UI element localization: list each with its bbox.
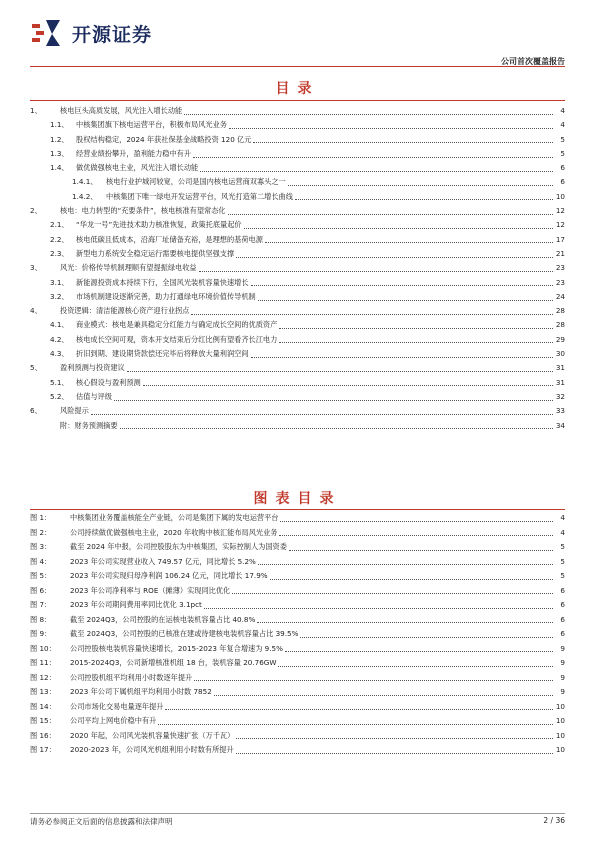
- entry-text: 商业模式：核电是兼具稳定分红能力与确定成长空间的优质资产: [76, 320, 278, 330]
- figure-list-title: 图表目录: [253, 491, 342, 507]
- entry-text: 核电低碳且低成本，沿海厂址储备充裕，是理想的基荷电源: [76, 234, 263, 244]
- entry-label: [50, 276, 249, 290]
- dot-leader: [295, 199, 553, 200]
- toc-entry[interactable]: [30, 333, 565, 347]
- dot-leader: [193, 157, 553, 158]
- figure-entry[interactable]: [30, 671, 565, 686]
- dot-leader: [91, 414, 553, 415]
- figure-entry[interactable]: [30, 685, 565, 700]
- entry-number: 图 9：: [30, 629, 52, 638]
- toc-entry[interactable]: [30, 247, 565, 261]
- toc-entry[interactable]: [30, 390, 565, 404]
- entry-page-number: 30: [555, 349, 565, 359]
- entry-number: 图 11：: [30, 658, 56, 667]
- dot-leader: [285, 651, 553, 652]
- entry-number: 2.3、: [50, 248, 69, 258]
- table-of-contents: [30, 104, 565, 433]
- entry-page-number: 5: [560, 556, 565, 566]
- toc-entry[interactable]: [30, 161, 565, 175]
- entry-label: [30, 569, 268, 584]
- entry-number: 图 4：: [30, 556, 52, 566]
- dot-leader: [280, 521, 553, 522]
- entry-label: [30, 613, 255, 628]
- entry-text: 公司持续做优做强核电主业，2020 年收购中核汇能布局风光业务: [70, 527, 278, 537]
- entry-page-number: 32: [555, 391, 565, 401]
- toc-title-divider: [30, 100, 565, 101]
- entry-text: “华龙一号”先进技术助力核准恢复，政策托底量起价: [76, 220, 242, 230]
- entry-label: [50, 218, 242, 232]
- entry-label: [30, 714, 156, 729]
- figure-entry[interactable]: [30, 700, 565, 715]
- figure-entry[interactable]: [30, 584, 565, 599]
- entry-number: 4.1、: [50, 320, 69, 330]
- entry-page-number: 28: [555, 320, 565, 330]
- entry-label: [30, 598, 202, 613]
- dot-leader: [279, 342, 553, 343]
- entry-text: 投资逻辑：清洁能源核心资产迎行业拐点: [60, 306, 190, 316]
- entry-page-number: 34: [555, 420, 565, 430]
- entry-number: 4、: [30, 306, 42, 316]
- entry-text: 市场机制建设逐渐完善，助力打通绿电环境价值传导机制: [76, 291, 256, 301]
- entry-number: 图 7：: [30, 600, 52, 609]
- entry-number: 1.4、: [50, 163, 69, 173]
- dot-leader: [244, 228, 553, 229]
- entry-page-number: 10: [555, 745, 565, 754]
- entry-number: 图 13：: [30, 687, 56, 696]
- figure-entry[interactable]: [30, 540, 565, 555]
- entry-number: 图 3：: [30, 542, 52, 551]
- figure-entry[interactable]: [30, 656, 565, 671]
- entry-label: [30, 642, 283, 657]
- toc-entry[interactable]: [30, 361, 565, 375]
- entry-text: 2015-2024Q3，公司新增核准机组 18 台，装机容量 20.76GW: [70, 658, 277, 667]
- figure-entry[interactable]: [30, 555, 565, 570]
- dot-leader: [228, 214, 553, 215]
- entry-label: [30, 685, 212, 700]
- entry-page-number: 4: [560, 106, 565, 115]
- dot-leader: [236, 257, 553, 258]
- entry-page-number: 10: [555, 701, 565, 711]
- entry-text: 2023 年公司下属机组平均利用小时数 7852: [70, 687, 212, 696]
- entry-label: [50, 333, 277, 347]
- entry-page-number: 4: [560, 527, 565, 537]
- entry-text: 新型电力系统安全稳定运行需要核电提供坚强支撑: [76, 248, 235, 258]
- entry-page-number: 17: [555, 234, 565, 244]
- figure-entry[interactable]: [30, 743, 565, 758]
- entry-text: 2020-2023 年，公司风光机组利用小时数有所提升: [70, 745, 234, 754]
- toc-entry[interactable]: [30, 376, 565, 390]
- dot-leader: [194, 680, 553, 681]
- figure-entry[interactable]: [30, 569, 565, 584]
- toc-entry[interactable]: [30, 419, 565, 433]
- entry-label: [50, 390, 112, 404]
- toc-entry[interactable]: [30, 133, 565, 147]
- entry-page-number: 4: [560, 120, 565, 130]
- entry-page-number: 6: [560, 600, 565, 609]
- entry-text: 核电：电力转型的“充要条件”，核电核准有望常态化: [60, 206, 226, 216]
- entry-number: 6、: [30, 406, 42, 416]
- entry-text: 经营业绩扮攀升，盈利能力稳中有升: [76, 148, 192, 158]
- entry-number: 5.2、: [50, 391, 69, 401]
- entry-label: [50, 247, 234, 261]
- entry-number: 5、: [30, 363, 42, 373]
- toc-title: 目录: [275, 81, 320, 97]
- entry-page-number: 21: [555, 248, 565, 258]
- entry-number: 1、: [30, 106, 42, 115]
- figure-list: [30, 511, 565, 758]
- entry-label: [30, 540, 287, 555]
- entry-label: [30, 700, 163, 715]
- dot-leader: [127, 371, 553, 372]
- dot-leader: [200, 171, 553, 172]
- entry-number: 图 6：: [30, 585, 52, 595]
- entry-page-number: 6: [560, 177, 565, 187]
- entry-page-number: 6: [560, 585, 565, 595]
- dot-leader: [120, 428, 553, 429]
- entry-page-number: 6: [560, 614, 565, 624]
- entry-page-number: 5: [560, 571, 565, 580]
- dot-leader: [278, 666, 553, 667]
- entry-label: [50, 133, 251, 147]
- dot-leader: [258, 564, 553, 565]
- entry-text: 公司控股核电装机容量快速增长，2015-2023 年复合增速为 9.5%: [70, 643, 283, 653]
- toc-entry[interactable]: [30, 233, 565, 247]
- entry-number: 图 2：: [30, 527, 52, 537]
- entry-text: 核心假设与盈利预测: [76, 377, 141, 387]
- entry-number: 2.2、: [50, 234, 69, 244]
- entry-page-number: 29: [555, 334, 565, 344]
- entry-label: [30, 104, 182, 118]
- footer-disclaimer: 请务必参阅正文后面的信息披露和法律声明: [30, 817, 173, 826]
- entry-label: [72, 175, 286, 189]
- entry-number: 图 10：: [30, 643, 56, 653]
- page-indicator: 2 / 36: [543, 816, 565, 825]
- entry-page-number: 5: [560, 542, 565, 551]
- entry-page-number: 23: [555, 263, 565, 273]
- entry-text: 折旧到期、建设期贷款偿还完毕后将释放大量利润空间: [76, 349, 249, 359]
- dot-leader: [236, 738, 553, 739]
- toc-entry[interactable]: [30, 290, 565, 304]
- entry-number: 图 16：: [30, 730, 56, 740]
- dot-leader: [204, 608, 553, 609]
- entry-label: [50, 147, 191, 161]
- entry-text: 2023 年公司实现归母净利润 106.24 亿元，同比增长 17.9%: [70, 571, 268, 580]
- entry-page-number: 31: [555, 363, 565, 373]
- dot-leader: [270, 579, 553, 580]
- entry-text: 中核集团下唯一绿电开发运营平台，风光打造第二增长曲线: [106, 191, 293, 201]
- dot-leader: [279, 535, 553, 536]
- dot-leader: [253, 142, 553, 143]
- entry-label: [30, 584, 230, 599]
- entry-text: 核电巨头高质发展，风光注入增长动能: [60, 106, 183, 115]
- entry-label: [50, 118, 227, 132]
- entry-number: 1.4.1、: [72, 177, 98, 187]
- entry-number: 图 1：: [30, 513, 52, 522]
- figure-entry[interactable]: [30, 729, 565, 744]
- entry-number: 1.2、: [50, 134, 69, 144]
- toc-entry[interactable]: [30, 261, 565, 275]
- dot-leader: [236, 753, 553, 754]
- entry-page-number: 6: [560, 629, 565, 638]
- entry-text: 截至 2024 年中报，公司控股股东为中核集团，实际控制人为国资委: [70, 542, 287, 551]
- entry-page-number: 5: [560, 148, 565, 158]
- entry-text: 2020 年起，公司风光装机容量快速扩张（万千瓦）: [70, 730, 235, 740]
- entry-label: [50, 376, 141, 390]
- company-logo: [30, 18, 152, 48]
- entry-page-number: 10: [555, 730, 565, 740]
- entry-number: 1.4.2、: [72, 191, 98, 201]
- dot-leader: [265, 242, 553, 243]
- entry-label: [72, 190, 293, 204]
- entry-label: [30, 656, 276, 671]
- toc-entry[interactable]: [30, 118, 565, 132]
- figure-list-title-divider: [30, 509, 565, 510]
- entry-label: [30, 555, 256, 570]
- entry-label: [50, 318, 277, 332]
- entry-label: [30, 419, 118, 433]
- entry-number: 图 8：: [30, 614, 52, 624]
- entry-text: 核电行业护城河较宽，公司是国内核电运营商双寡头之一: [106, 177, 286, 187]
- entry-label: [30, 511, 278, 526]
- figure-entry[interactable]: [30, 511, 565, 526]
- entry-text: 截至 2024Q3，公司控股的在运核电装机容量占比 40.8%: [70, 614, 256, 624]
- entry-label: [30, 671, 192, 686]
- entry-page-number: 5: [560, 134, 565, 144]
- dot-leader: [114, 400, 553, 401]
- entry-label: [50, 347, 249, 361]
- logo-text: 开源证券: [72, 23, 153, 46]
- entry-label: [30, 361, 125, 375]
- figure-entry[interactable]: [30, 526, 565, 541]
- dot-leader: [288, 185, 553, 186]
- dot-leader: [229, 128, 553, 129]
- entry-number: 4.2、: [50, 334, 69, 344]
- entry-text: 核电成长空间可观，资本开支结束后分红比例有望看齐长江电力: [76, 334, 278, 344]
- entry-text: 公司平均上网电价稳中有升: [70, 716, 157, 725]
- toc-entry[interactable]: [30, 404, 565, 418]
- toc-entry[interactable]: [30, 175, 565, 189]
- dot-leader: [258, 300, 553, 301]
- entry-page-number: 33: [555, 406, 565, 416]
- entry-text: 附：财务预测摘要: [60, 420, 118, 430]
- entry-number: 1.1、: [50, 120, 69, 130]
- figure-entry[interactable]: [30, 627, 565, 642]
- entry-label: [30, 261, 197, 275]
- dot-leader: [232, 593, 553, 594]
- entry-text: 截至 2024Q3，公司控股的已核准在建或待建核电装机容量占比 39.5%: [70, 629, 299, 638]
- dot-leader: [165, 709, 553, 710]
- entry-number: 3.2、: [50, 291, 69, 301]
- entry-number: 3.1、: [50, 277, 69, 287]
- toc-entry[interactable]: [30, 147, 565, 161]
- entry-number: 1.3、: [50, 148, 69, 158]
- entry-number: 图 17：: [30, 745, 56, 754]
- kaiyuan-logo-icon: [30, 18, 66, 48]
- dot-leader: [191, 314, 553, 315]
- entry-text: 2023 年公司实现营业收入 749.57 亿元，同比增长 5.2%: [70, 556, 256, 566]
- entry-text: 中核集团旗下核电运营平台，积极布局风光业务: [76, 120, 227, 130]
- entry-page-number: 9: [560, 672, 565, 682]
- entry-text: 公司控股机组平均利用小时数逐年提升: [70, 672, 193, 682]
- dot-leader: [251, 357, 553, 358]
- entry-number: 4.3、: [50, 349, 69, 359]
- entry-label: [50, 161, 198, 175]
- entry-label: [30, 627, 298, 642]
- entry-number: 图 15：: [30, 716, 56, 725]
- entry-page-number: 10: [555, 716, 565, 725]
- toc-entry[interactable]: [30, 218, 565, 232]
- entry-label: [50, 233, 263, 247]
- entry-label: [30, 743, 234, 758]
- entry-page-number: 10: [555, 191, 565, 201]
- toc-entry[interactable]: [30, 304, 565, 318]
- dot-leader: [300, 637, 553, 638]
- dot-leader: [199, 271, 553, 272]
- entry-label: [50, 290, 256, 304]
- toc-entry[interactable]: [30, 347, 565, 361]
- dot-leader: [214, 695, 553, 696]
- entry-page-number: 9: [560, 658, 565, 667]
- toc-entry[interactable]: [30, 190, 565, 204]
- entry-page-number: 9: [560, 643, 565, 653]
- entry-page-number: 23: [555, 277, 565, 287]
- entry-page-number: 12: [555, 206, 565, 216]
- entry-text: 2023 年公司净利率与 ROE（摊薄）实现同比优化: [70, 585, 231, 595]
- dot-leader: [251, 285, 553, 286]
- toc-entry[interactable]: [30, 318, 565, 332]
- entry-text: 中核集团业务覆盖核能全产业链，公司是集团下属的发电运营平台: [70, 513, 279, 522]
- entry-text: 风险提示: [60, 406, 89, 416]
- entry-number: 2.1、: [50, 220, 69, 230]
- dot-leader: [143, 385, 553, 386]
- entry-label: [30, 304, 189, 318]
- figure-entry[interactable]: [30, 598, 565, 613]
- entry-page-number: 31: [555, 377, 565, 387]
- entry-text: 做优做强核电主业，风光注入增长动能: [76, 163, 199, 173]
- entry-label: [30, 204, 226, 218]
- footer-divider: [30, 813, 565, 814]
- entry-number: 3、: [30, 263, 42, 273]
- report-type: 公司首次覆盖报告: [501, 57, 565, 66]
- entry-page-number: 28: [555, 306, 565, 316]
- figure-entry[interactable]: [30, 714, 565, 729]
- page-header: [30, 18, 565, 64]
- toc-entry[interactable]: [30, 276, 565, 290]
- entry-page-number: 9: [560, 687, 565, 696]
- entry-label: [30, 404, 89, 418]
- dot-leader: [158, 724, 553, 725]
- entry-page-number: 6: [560, 163, 565, 173]
- entry-text: 估值与评级: [76, 391, 112, 401]
- entry-label: [30, 526, 277, 541]
- toc-entry[interactable]: [30, 104, 565, 118]
- figure-entry[interactable]: [30, 642, 565, 657]
- entry-number: [30, 419, 60, 433]
- entry-text: 股权结构稳定，2024 年获社保基金战略投资 120 亿元: [76, 134, 252, 144]
- entry-text: 风光：价格传导机制理顺有望提振绿电收益: [60, 263, 197, 273]
- dot-leader: [184, 114, 553, 115]
- header-divider: [30, 66, 565, 67]
- entry-number: 5.1、: [50, 377, 69, 387]
- entry-label: [30, 729, 234, 744]
- dot-leader: [279, 328, 553, 329]
- entry-number: 图 12：: [30, 672, 56, 682]
- dot-leader: [289, 550, 553, 551]
- entry-text: 公司市场化交易电量逐年提升: [70, 701, 164, 711]
- entry-number: 2、: [30, 206, 42, 216]
- dot-leader: [257, 622, 553, 623]
- figure-entry[interactable]: [30, 613, 565, 628]
- entry-page-number: 24: [555, 291, 565, 301]
- entry-number: 图 5：: [30, 571, 52, 580]
- entry-text: 新能源投资成本持续下行，全国风光装机容量快速增长: [76, 277, 249, 287]
- toc-entry[interactable]: [30, 204, 565, 218]
- entry-text: 2023 年公司期间费用率同比优化 3.1pct: [70, 600, 202, 609]
- entry-page-number: 12: [555, 220, 565, 230]
- entry-number: 图 14：: [30, 701, 56, 711]
- entry-page-number: 4: [560, 513, 565, 522]
- entry-text: 盈利预测与投资建议: [60, 363, 125, 373]
